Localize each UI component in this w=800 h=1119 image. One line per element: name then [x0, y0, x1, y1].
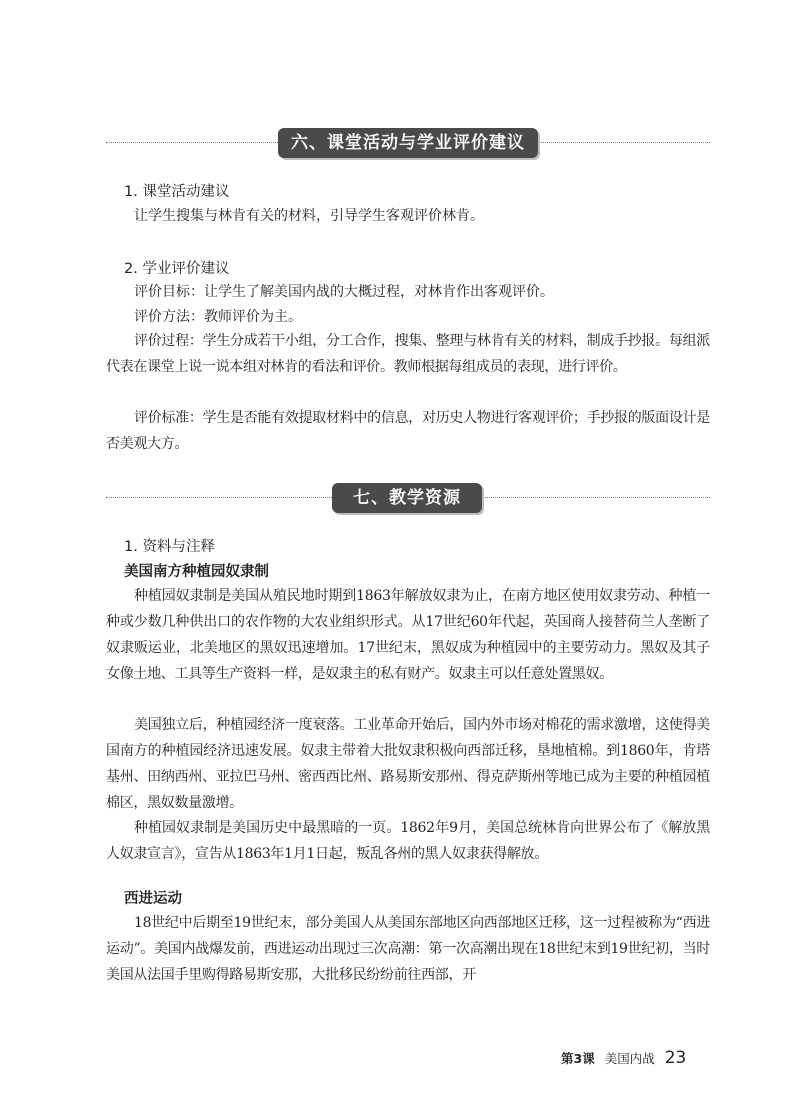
paragraph-westward-1: 18世纪中后期至19世纪末，部分美国人从美国东部地区向西部地区迁移，这一过程被称为“西进运动”。美国内战爆发前，西进运动出现过三次高潮：第一次高潮出现在18世纪末到19世纪初，当时美国从法国手里购得路易斯安那，大批移民纷纷前往西部，开 — [106, 915, 710, 983]
section-heading-7 — [106, 483, 710, 513]
paragraph-plantation-2: 美国独立后，种植园经济一度衰落。工业革命开始后，国内外市场对棉花的需求激增，这使得美国南方的种植园经济迅速发展。奴隶主带着大批奴隶积极向西部迁移，垦地植棉。到1860年，肯塔基州、田纳西州、亚拉巴马州、密西西比州、路易斯安那州、得克萨斯州等地已成为主要的种植园植棉区，黑奴数量激增。 — [106, 717, 710, 811]
section-title: 七、教学资源 — [332, 483, 482, 513]
paragraph-plantation-3: 种植园奴隶制是美国历史中最黑暗的一页。1862年9月，美国总统林肯向世界公布了《解放黑人奴隶宣言》，宣告从1863年1月1日起，叛乱各州的黑人奴隶获得解放。 — [106, 820, 710, 862]
paragraph-goal: 评价目标：让学生了解美国内战的大概过程，对林肯作出客观评价。 — [134, 284, 554, 300]
section-title: 六、课堂活动与学业评价建议 — [278, 128, 538, 158]
paragraph-activity: 让学生搜集与林肯有关的材料，引导学生客观评价林肯。 — [134, 208, 484, 224]
topic-title-plantation: 美国南方种植园奴隶制 — [124, 564, 269, 580]
page-footer — [561, 1047, 686, 1069]
subsection-title-evaluation: 2. 学业评价建议 — [124, 261, 230, 277]
paragraph-method: 评价方法：教师评价为主。 — [134, 309, 302, 325]
paragraph-standard: 评价标准：学生是否能有效提取材料中的信息，对历史人物进行客观评价；手抄报的版面设计是否美观大方。 — [106, 410, 710, 452]
section-heading-6 — [106, 128, 710, 158]
footer-lesson: 第3课 — [561, 1051, 595, 1066]
subsection-title-materials: 1. 资料与注释 — [124, 539, 215, 555]
subsection-title-activity: 1. 课堂活动建议 — [124, 184, 230, 200]
page-number: 23 — [664, 1048, 687, 1068]
paragraph-process: 评价过程：学生分成若干小组，分工合作，搜集、整理与林肯有关的材料，制成手抄报。每组派代表在课堂上说一说本组对林肯的看法和评价。教师根据每组成员的表现，进行评价。 — [106, 333, 710, 375]
paragraph-plantation-1: 种植园奴隶制是美国从殖民地时期到1863年解放奴隶为止，在南方地区使用奴隶劳动、种植一种或少数几种供出口的农作物的大农业组织形式。从17世纪60年代起，英国商人接替荷兰人垄断了奴隶贩运业，北美地区的黑奴迅速增加。17世纪末，黑奴成为种植园中的主要劳动力。黑奴及其子女像土地、工具等生产资料一样，是奴隶主的私有财产。奴隶主可以任意处置黑奴。 — [106, 588, 710, 682]
topic-title-westward: 西进运动 — [124, 891, 182, 907]
footer-title: 美国内战 — [604, 1051, 655, 1066]
